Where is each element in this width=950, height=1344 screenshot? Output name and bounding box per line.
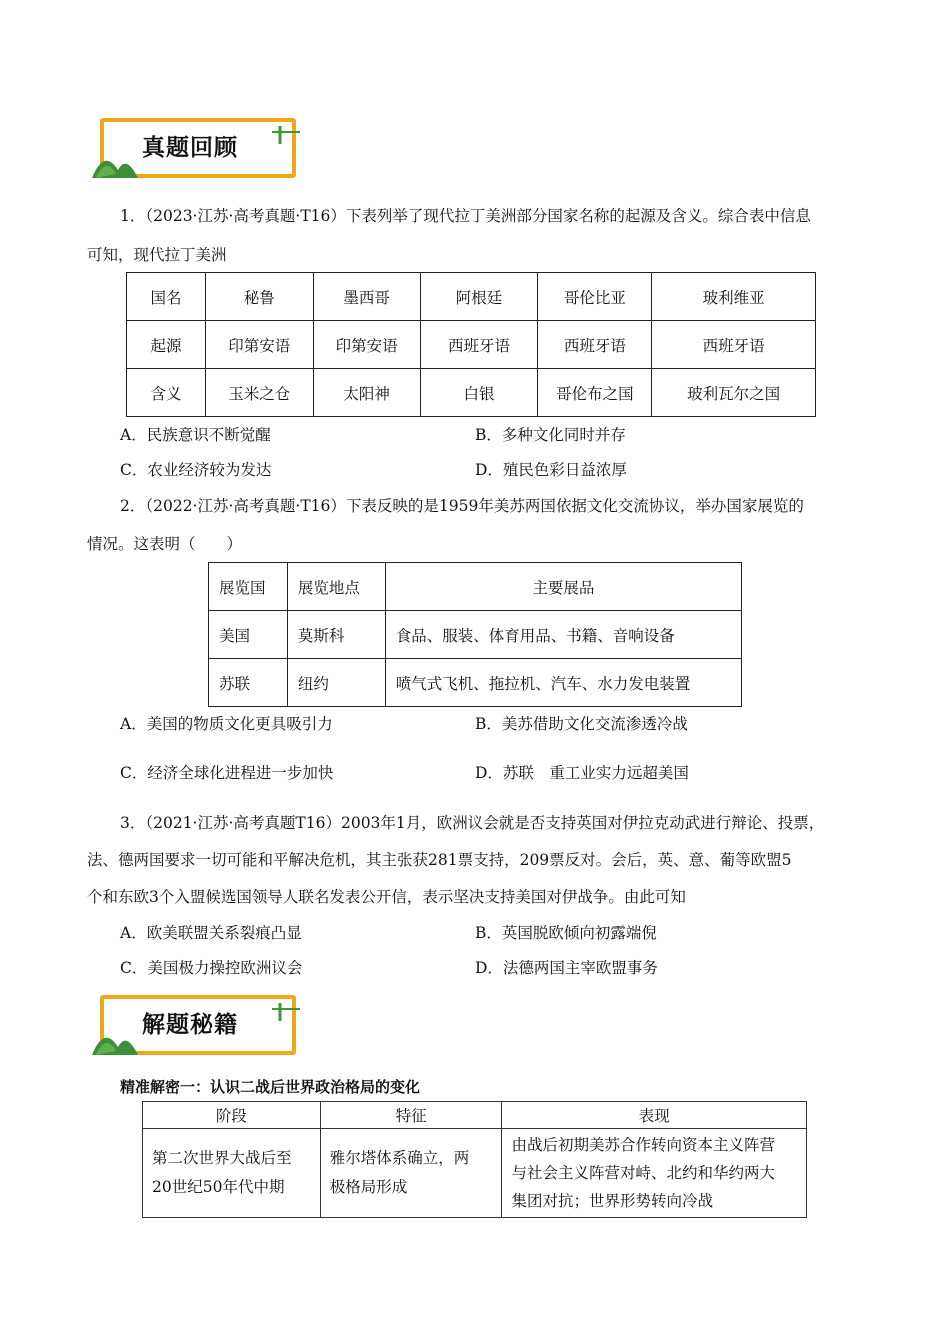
table-header: 特征 [320,1102,502,1129]
secret1-heading: 精准解密一：认识二战后世界政治格局的变化 [120,1078,421,1096]
q1-option-b[interactable]: B．多种文化同时并存 [475,426,626,444]
q1-table [126,272,816,417]
q2-table [208,562,742,707]
table-header: 阶段 [143,1102,321,1129]
stage-line: 20世纪50年代中期 [152,1178,285,1196]
feature-line: 极格局形成 [329,1178,408,1196]
q1-option-a[interactable]: A．民族意识不断觉醒 [120,426,271,444]
q3-stem-line2: 法、德两国要求一切可能和平解决危机，其主张获281票支持，209票反对。会后，英、意、葡等欧盟5 [87,851,792,869]
banner-title: 解题秘籍 [142,1012,238,1038]
table-cell: 含义 [127,369,206,417]
table-cell: 玉米之仓 [205,369,313,417]
q2-option-b[interactable]: B．美苏借助文化交流渗透冷战 [475,715,688,733]
table-cell: 美国 [209,611,288,659]
table-cell: 喷气式飞机、拖拉机、汽车、水力发电装置 [385,659,741,707]
banner-accent-icon [270,995,330,1025]
section-banner-secrets [92,993,297,1057]
table-cell: 墨西哥 [313,273,420,321]
table-cell: 主要展品 [385,563,741,611]
banner-accent-icon [270,118,330,148]
q3-option-d[interactable]: D．法德两国主宰欧盟事务 [475,959,658,977]
hills-icon [92,148,142,180]
table-cell: 西班牙语 [538,321,652,369]
table-cell: 西班牙语 [420,321,538,369]
table-cell: 太阳神 [313,369,420,417]
show-line: 集团对抗；世界形势转向冷战 [511,1192,713,1210]
q1-option-c[interactable]: C．农业经济较为发达 [120,461,272,479]
show-line: 由战后初期美苏合作转向资本主义阵营 [511,1136,775,1154]
table-cell: 展览地点 [287,563,385,611]
q3-option-b[interactable]: B．英国脱欧倾向初露端倪 [475,924,657,942]
banner-title: 真题回顾 [142,135,238,161]
hills-icon [92,1025,142,1057]
table-cell: 印第安语 [313,321,420,369]
table-cell [143,1129,321,1218]
table-cell: 哥伦布之国 [538,369,652,417]
table-cell [320,1129,502,1218]
q3-option-a[interactable]: A．欧美联盟关系裂痕凸显 [120,924,302,942]
q3-stem-line1: 3．（2021·江苏·高考真题T16）2003年1月，欧洲议会就是否支持英国对伊拉克动武进行辩论、投票， [120,814,825,832]
table-cell: 展览国 [209,563,288,611]
table-cell: 苏联 [209,659,288,707]
table-cell: 印第安语 [205,321,313,369]
stage-line: 第二次世界大战后至 [152,1149,292,1167]
table-cell: 食品、服装、体育用品、书籍、音响设备 [385,611,741,659]
q3-stem-line3: 个和东欧3个入盟候选国领导人联名发表公开信，表示坚决支持美国对伊战争。由此可知 [87,888,686,906]
table-cell: 哥伦比亚 [538,273,652,321]
q2-stem-line2: 情况。这表明（ ） [87,535,243,553]
table-cell [502,1129,807,1218]
q1-option-d[interactable]: D．殖民色彩日益浓厚 [475,461,627,479]
table-cell: 白银 [420,369,538,417]
table-cell: 玻利维亚 [652,273,816,321]
table-cell: 阿根廷 [420,273,538,321]
table-cell: 玻利瓦尔之国 [652,369,816,417]
table-cell: 纽约 [287,659,385,707]
table-cell: 秘鲁 [205,273,313,321]
table-cell: 西班牙语 [652,321,816,369]
q1-stem-line1: 1．（2023·江苏·高考真题·T16）下表列举了现代拉丁美洲部分国家名称的起源及含义。综合表中信息 [120,207,811,225]
q1-stem-line2: 可知，现代拉丁美洲 [87,246,227,264]
show-line: 与社会主义阵营对峙、北约和华约两大 [511,1164,775,1182]
feature-line: 雅尔塔体系确立，两 [329,1149,470,1167]
table-cell: 起源 [127,321,206,369]
q2-option-c[interactable]: C．经济全球化进程进一步加快 [120,764,334,782]
table-header: 表现 [502,1102,807,1129]
table-cell: 国名 [127,273,206,321]
table-cell: 莫斯科 [287,611,385,659]
secret1-table [142,1101,807,1218]
q2-stem-line1: 2．（2022·江苏·高考真题·T16）下表反映的是1959年美苏两国依据文化交流协议，举办国家展览的 [120,497,804,515]
q3-option-c[interactable]: C．美国极力操控欧洲议会 [120,959,303,977]
q2-option-d[interactable]: D．苏联 重工业实力远超美国 [475,764,689,782]
q2-option-a[interactable]: A．美国的物质文化更具吸引力 [120,715,333,733]
section-banner-review [92,116,297,180]
